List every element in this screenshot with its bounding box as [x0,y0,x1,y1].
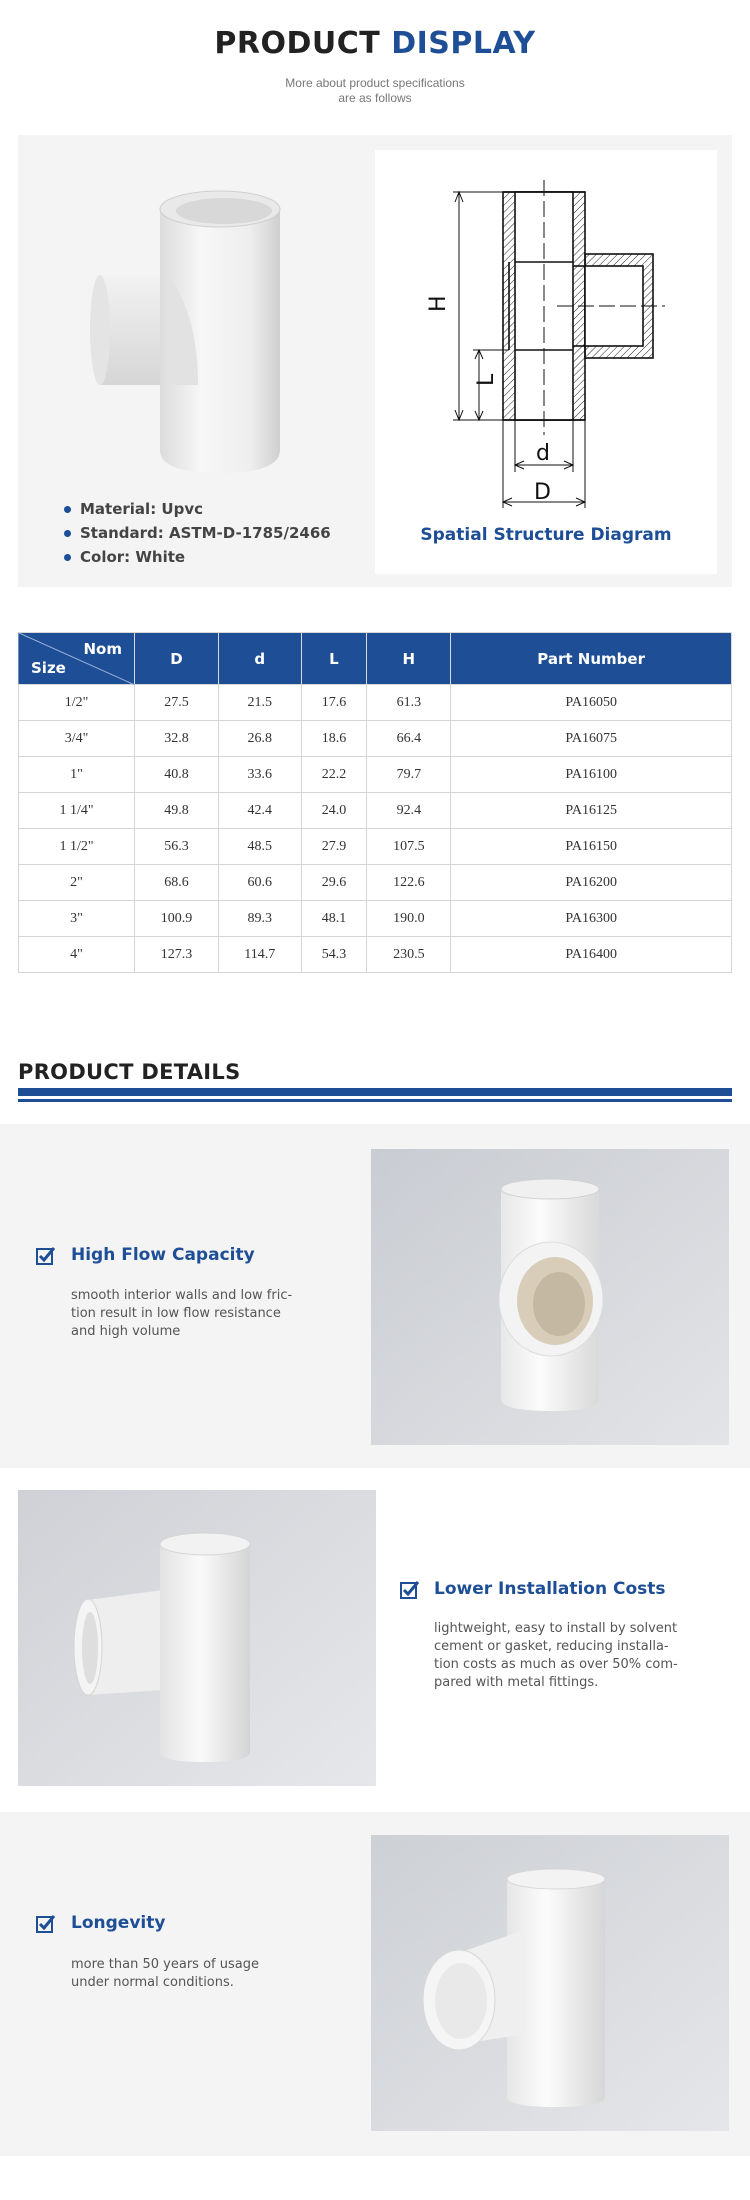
table-cell: 66.4 [367,721,451,757]
table-cell: 48.1 [301,901,367,937]
table-cell: 3/4" [19,721,135,757]
spec-table [18,632,732,973]
table-cell: 29.6 [301,865,367,901]
corner-label-nom: Nom [83,640,122,658]
column-header: H [367,633,451,685]
checkbox-check-icon [36,1246,56,1266]
table-cell: 60.6 [218,865,301,901]
diagram-label-d-small: d [536,441,550,466]
table-cell: 18.6 [301,721,367,757]
table-cell: 1" [19,757,135,793]
table-cell: 114.7 [218,937,301,973]
table-cell: 3" [19,901,135,937]
structure-diagram-card [375,150,717,574]
table-cell: 2" [19,865,135,901]
table-cell: 56.3 [135,829,219,865]
table-row [19,937,732,973]
table-row [19,685,732,721]
table-cell: 27.9 [301,829,367,865]
table-cell: 22.2 [301,757,367,793]
table-cell: 4" [19,937,135,973]
feature-lower-costs [0,1468,750,1812]
table-cell: PA16075 [451,721,732,757]
table-row [19,793,732,829]
feature-description: more than 50 years of usage under normal conditions. [71,1957,259,1990]
column-header: D [135,633,219,685]
table-cell: 17.6 [301,685,367,721]
table-cell: PA16400 [451,937,732,973]
spec-material: Material: Upvc [64,497,331,521]
table-row [19,901,732,937]
table-cell: PA16200 [451,865,732,901]
feature-title: Lower Installation Costs [434,1579,666,1599]
table-cell: 79.7 [367,757,451,793]
product-display-panel [18,135,732,587]
diagram-label-d-large: D [534,480,551,505]
corner-label-size: Size [31,659,66,677]
table-cell: 26.8 [218,721,301,757]
page-subtitle [0,76,750,106]
table-cell: 230.5 [367,937,451,973]
section-divider [18,1088,732,1096]
checkbox-check-icon [400,1580,420,1600]
title-part2: DISPLAY [391,26,536,61]
table-cell: PA16300 [451,901,732,937]
column-header: L [301,633,367,685]
page-title [0,26,750,61]
table-cell: 190.0 [367,901,451,937]
diagram-label-h: H [426,295,451,312]
feature-high-flow [0,1124,750,1468]
table-cell: 21.5 [218,685,301,721]
spec-standard: Standard: ASTM-D-1785/2466 [64,521,331,545]
table-cell: PA16125 [451,793,732,829]
subtitle-line: More about product specifications [285,76,465,90]
feature-description: lightweight, easy to install by solvent cement or gasket, reducing installa- tion costs as much as over 50% com- pared with metal fittings. [434,1621,678,1690]
spec-color: Color: White [64,545,331,569]
table-row [19,865,732,901]
table-cell: 100.9 [135,901,219,937]
table-cell: 92.4 [367,793,451,829]
table-cell: 33.6 [218,757,301,793]
feature-photo [18,1490,376,1786]
table-cell: PA16100 [451,757,732,793]
product-photo-tee [48,155,368,485]
table-row [19,829,732,865]
table-cell: 107.5 [367,829,451,865]
column-header: d [218,633,301,685]
feature-photo [371,1149,729,1445]
table-cell: 42.4 [218,793,301,829]
table-cell: 1 1/4" [19,793,135,829]
table-cell: 89.3 [218,901,301,937]
table-cell: 40.8 [135,757,219,793]
table-cell: 24.0 [301,793,367,829]
table-row [19,757,732,793]
details-section-title: PRODUCT DETAILS [18,1060,241,1084]
table-cell: PA16050 [451,685,732,721]
column-header: Part Number [451,633,732,685]
section-divider [18,1099,732,1102]
diagram-caption: Spatial Structure Diagram [420,525,672,545]
feature-title: Longevity [71,1913,166,1933]
subtitle-line: are as follows [338,91,412,105]
table-cell: 122.6 [367,865,451,901]
table-cell: 61.3 [367,685,451,721]
table-cell: 49.8 [135,793,219,829]
table-corner-cell [19,633,135,685]
checkbox-check-icon [36,1914,56,1934]
table-cell: 1/2" [19,685,135,721]
title-part1: PRODUCT [214,26,381,61]
table-cell: 127.3 [135,937,219,973]
table-cell: 27.5 [135,685,219,721]
feature-description: smooth interior walls and low fric- tion result in low flow resistance and high volume [71,1288,293,1339]
table-cell: 48.5 [218,829,301,865]
table-cell: 54.3 [301,937,367,973]
diagram-label-l: L [474,373,499,386]
feature-title: High Flow Capacity [71,1245,255,1265]
table-cell: 1 1/2" [19,829,135,865]
feature-longevity [0,1812,750,2156]
table-cell: 68.6 [135,865,219,901]
table-header-row [19,633,732,685]
feature-photo [371,1835,729,2131]
spec-list [64,497,331,569]
table-cell: PA16150 [451,829,732,865]
table-row [19,721,732,757]
structure-diagram [375,150,717,520]
table-cell: 32.8 [135,721,219,757]
